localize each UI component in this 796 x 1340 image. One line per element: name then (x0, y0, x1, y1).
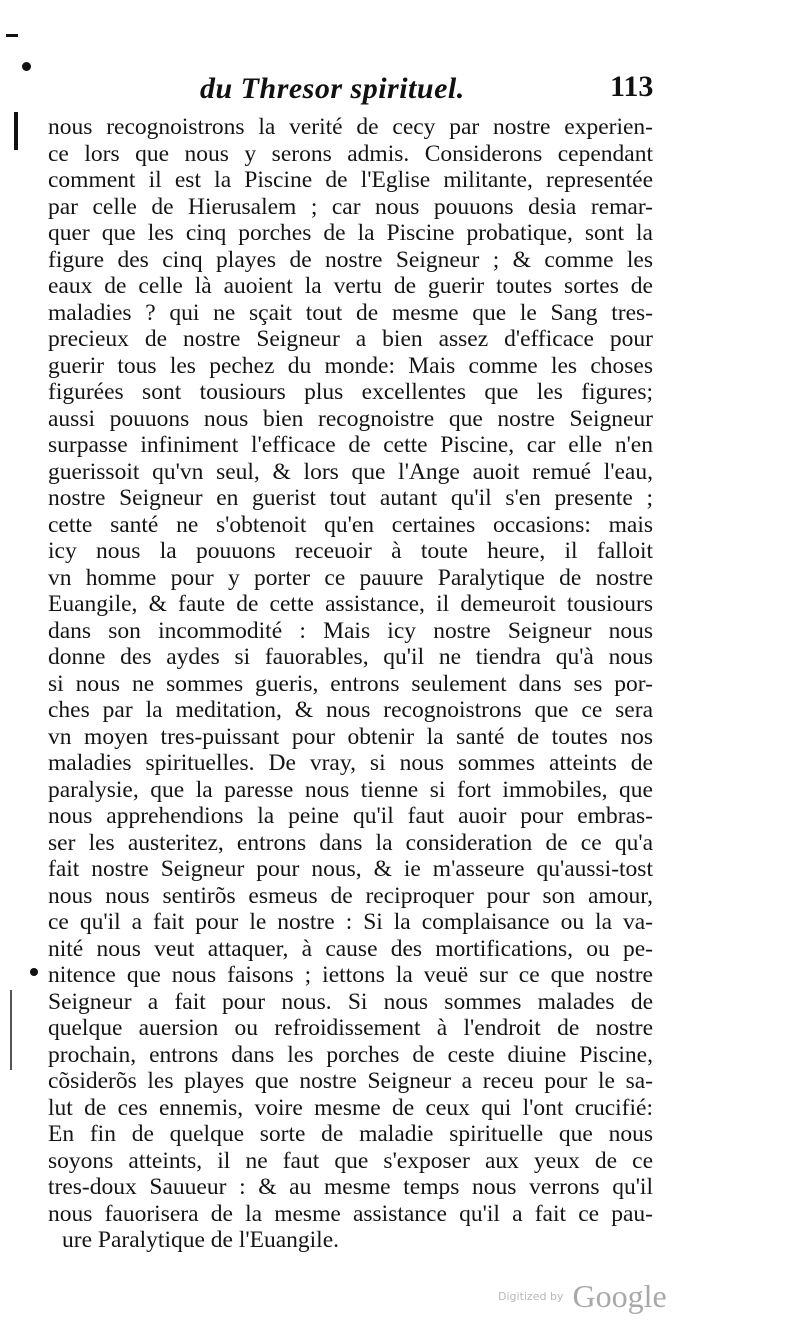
text-line: lut de ces ennemis, voire mesme de ceux qui l'ont crucifié: (48, 1094, 653, 1121)
running-title: du Thresor spirituel. (200, 72, 465, 105)
text-line: prochain, entrons dans les porches de ceste diuine Piscine, (48, 1041, 653, 1068)
text-line: ches par la meditation, & nous recognoistrons que ce sera (48, 697, 653, 723)
watermark-prefix: Digitized by (498, 1290, 564, 1303)
text-line: ser les austeritez, entrons dans la consideration de ce qu'a (48, 829, 653, 856)
margin-bracket-bottom (10, 990, 12, 1070)
text-line: paralysie, que la paresse nous tienne si fort immobiles, que (48, 776, 653, 803)
text-line: tres-doux Sauueur : & au mesme temps nous verrons qu'il (48, 1174, 653, 1200)
text-line: cette santé ne s'obtenoit qu'en certaines occasions: mais (48, 511, 653, 538)
text-line: En fin de quelque sorte de maladie spirituelle que nous (48, 1121, 653, 1147)
text-line: precieux de nostre Seigneur a bien assez d'efficace pour (48, 326, 653, 352)
text-line: figure des cinq playes de nostre Seigneur ; & comme les (48, 246, 653, 273)
text-line: icy nous la pouuons receuoir à toute heure, il falloit (48, 538, 653, 564)
digitized-watermark (498, 1278, 667, 1315)
text-line: Seigneur a fait pour nous. Si nous sommes malades de (48, 988, 653, 1015)
text-line: si nous ne sommes gueris, entrons seulement dans ses por- (48, 670, 653, 697)
text-line: par celle de Hierusalem ; car nous pouuons desia remar- (48, 193, 653, 220)
text-line: nous fauorisera de la mesme assistance qu'il a fait ce pau- (48, 1200, 653, 1227)
text-line: eaux de celle là auoient la vertu de guerir toutes sortes de (48, 273, 653, 299)
text-line: cõsiderõs les playes que nostre Seigneur a receu pour le sa- (48, 1068, 653, 1094)
text-line: ce qu'il a fait pour le nostre : Si la complaisance ou la va- (48, 909, 653, 935)
text-line: comment il est la Piscine de l'Eglise militante, representée (48, 167, 653, 193)
text-line: aussi pouuons nous bien recognoistre que nostre Seigneur (48, 405, 653, 432)
text-line: Euangile, & faute de cette assistance, il demeuroit tousiours (48, 591, 653, 617)
page-number: 113 (610, 70, 654, 103)
margin-mark-top (6, 34, 18, 37)
text-line: vn moyen tres-puissant pour obtenir la santé de toutes nos (48, 723, 653, 750)
text-line: surpasse infiniment l'efficace de cette Piscine, car elle n'en (48, 432, 653, 458)
text-line: donne des aydes si fauorables, qu'il ne tiendra qu'à nous (48, 644, 653, 670)
body-text (48, 114, 653, 1254)
text-line: guerir tous les pechez du monde: Mais comme les choses (48, 352, 653, 379)
text-line: dans son incommodité : Mais icy nostre Seigneur nous (48, 617, 653, 644)
margin-dot-top (22, 62, 31, 71)
text-line: nitence que nous faisons ; iettons la veuë sur ce que nostre (48, 962, 653, 988)
text-line: quelque auersion ou refroidissement à l'endroit de nostre (48, 1015, 653, 1041)
text-line: guerissoit qu'vn seul, & lors que l'Ange auoit remué l'eau, (48, 458, 653, 485)
text-line: maladies ? qui ne sçait tout de mesme que le Sang tres- (48, 299, 653, 326)
text-line: figurées sont tousiours plus excellentes que les figures; (48, 379, 653, 405)
text-line: maladies spirituelles. De vray, si nous sommes atteints de (48, 750, 653, 776)
google-logo: Google (572, 1278, 667, 1314)
text-line: soyons atteints, il ne faut que s'exposer aux yeux de ce (48, 1147, 653, 1174)
text-line: vn homme pour y porter ce pauure Paralytique de nostre (48, 564, 653, 591)
text-line: nous nous sentirõs esmeus de reciproquer pour son amour, (48, 882, 653, 909)
text-line: quer que les cinq porches de la Piscine probatique, sont la (48, 220, 653, 246)
text-line: nostre Seigneur en guerist tout autant qu'il s'en presente ; (48, 485, 653, 511)
margin-dot-middle (30, 968, 38, 976)
text-line: fait nostre Seigneur pour nous, & ie m'asseure qu'aussi-tost (48, 856, 653, 882)
text-line: nous recognoistrons la verité de cecy par nostre experien- (48, 114, 653, 140)
text-line: nité nous veut attaquer, à cause des mortifications, ou pe- (48, 935, 653, 962)
margin-bracket-top (14, 112, 18, 150)
text-line: ce lors que nous y serons admis. Considerons cependant (48, 140, 653, 167)
text-line-last: ure Paralytique de l'Euangile. (62, 1227, 339, 1253)
text-line: nous apprehendions la peine qu'il faut auoir pour embras- (48, 803, 653, 829)
